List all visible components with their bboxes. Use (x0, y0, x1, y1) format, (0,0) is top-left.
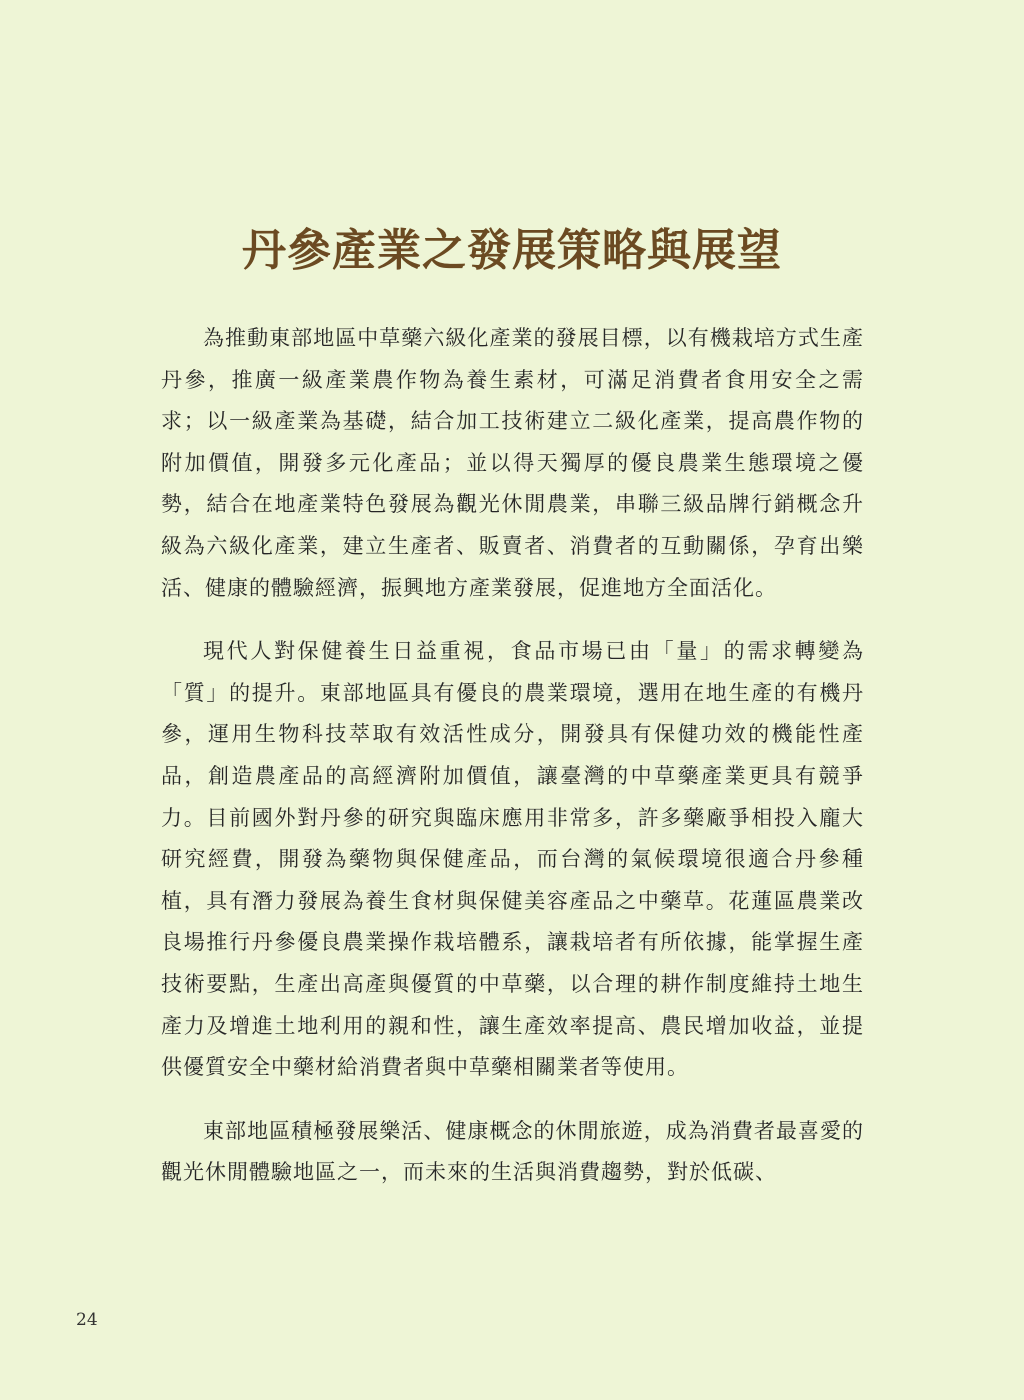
page-number: 24 (76, 1310, 98, 1330)
paragraph-1: 為推動東部地區中草藥六級化產業的發展目標，以有機栽培方式生產丹參，推廣一級產業農作物為養生素材，可滿足消費者食用安全之需求；以一級產業為基礎，結合加工技術建立二級化產業，提高農作物的附加價值，開發多元化產品；並以得天獨厚的優良農業生態環境之優勢，結合在地產業特色發展為觀光休閒農業，串聯三級品牌行銷概念升級為六級化產業，建立生產者、販賣者、消費者的互動關係，孕育出樂活、健康的體驗經濟，振興地方產業發展，促進地方全面活化。 (161, 326, 864, 600)
body-text (161, 318, 864, 1216)
page-title: 丹參產業之發展策略與展望 (242, 225, 782, 277)
paragraph-3: 東部地區積極發展樂活、健康概念的休閒旅遊，成為消費者最喜愛的觀光休閒體驗地區之一，而未來的生活與消費趨勢，對於低碳、 (161, 1118, 864, 1185)
paragraph-2: 現代人對保健養生日益重視，食品市場已由「量」的需求轉變為「質」的提升。東部地區具有優良的農業環境，選用在地生產的有機丹參，運用生物科技萃取有效活性成分，開發具有保健功效的機能性產品，創造農產品的高經濟附加價值，讓臺灣的中草藥產業更具有競爭力。目前國外對丹參的研究與臨床應用非常多，許多藥廠爭相投入龐大研究經費，開發為藥物與保健產品，而台灣的氣候環境很適合丹參種植，具有潛力發展為養生食材與保健美容產品之中藥草。花蓮區農業改良場推行丹參優良農業操作栽培體系，讓栽培者有所依據，能掌握生產技術要點，生產出高產與優質的中草藥，以合理的耕作制度維持土地生產力及增進土地利用的親和性，讓生產效率提高、農民增加收益，並提供優質安全中藥材給消費者與中草藥相關業者等使用。 (161, 639, 864, 1080)
